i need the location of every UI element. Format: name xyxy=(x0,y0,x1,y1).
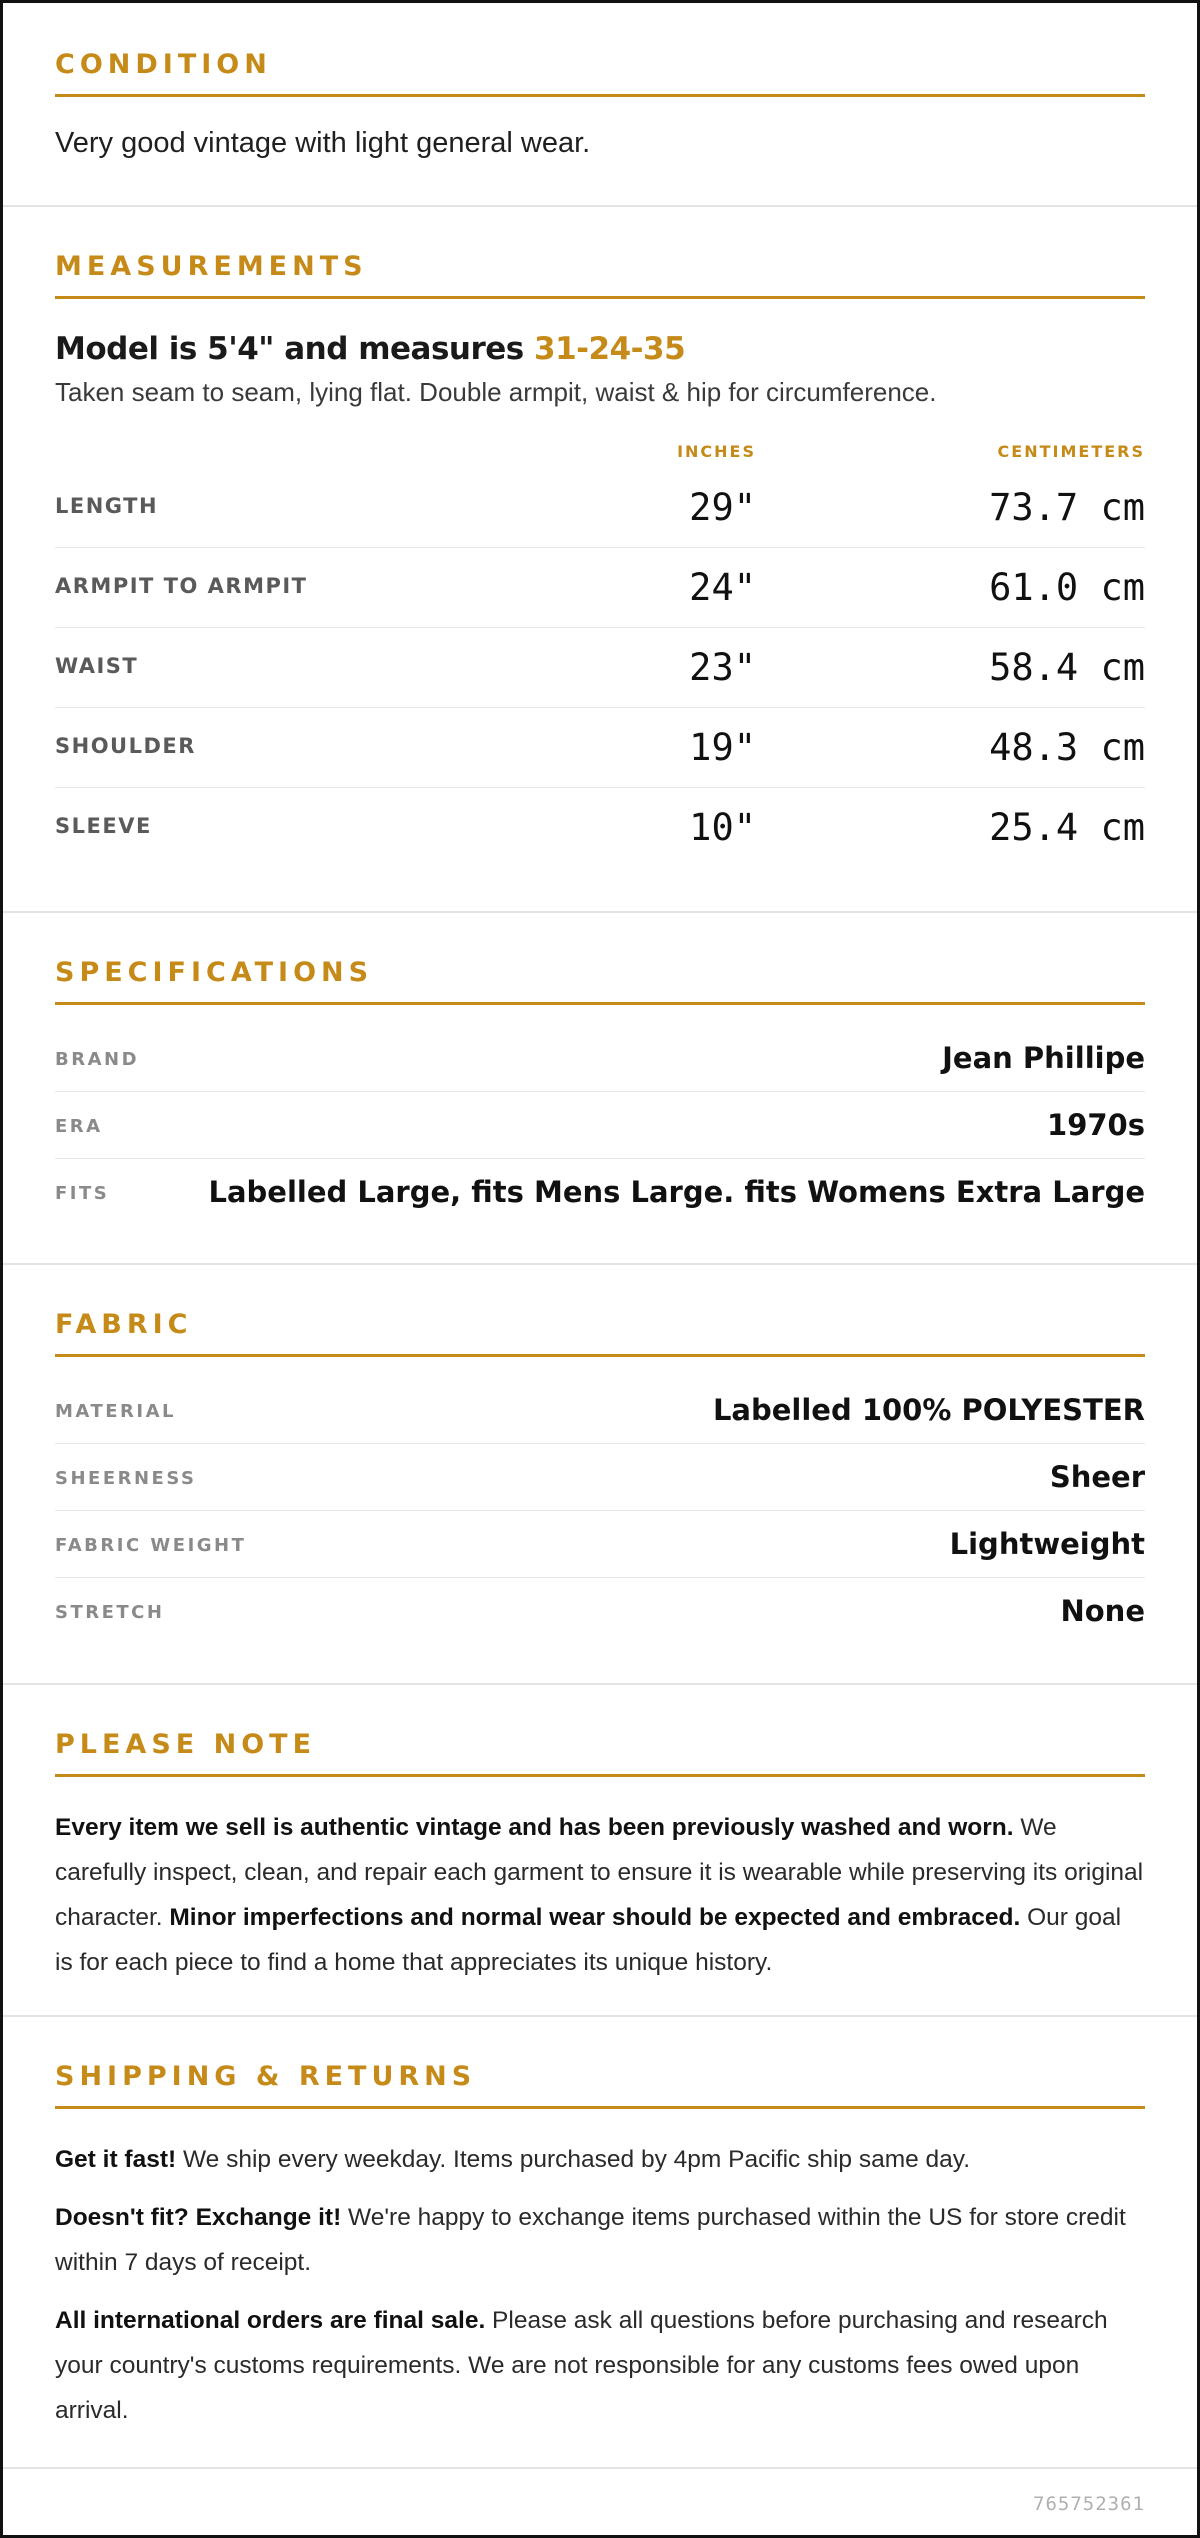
measurement-label: SHOULDER xyxy=(55,734,196,758)
measurement-row xyxy=(55,548,1145,628)
measurement-row xyxy=(55,788,1145,868)
please-note-text xyxy=(55,1805,1145,1985)
centimeters-column-header: CENTIMETERS xyxy=(997,442,1145,461)
measurements-table xyxy=(55,468,1145,868)
specifications-section xyxy=(3,913,1197,1265)
measurements-title: MEASUREMENTS xyxy=(55,250,1145,299)
measurement-inches: 24" xyxy=(689,566,756,609)
model-info xyxy=(55,331,1145,367)
measurement-label: LENGTH xyxy=(55,494,159,518)
spec-value: Labelled Large, fits Mens Large. fits Womens Extra Large xyxy=(208,1175,1145,1209)
spec-row xyxy=(55,1025,1145,1092)
measurement-cm: 48.3 cm xyxy=(989,726,1145,769)
fabric-value: Lightweight xyxy=(949,1527,1145,1561)
footer xyxy=(3,2469,1197,2529)
measurements-description: Taken seam to seam, lying flat. Double armpit, waist & hip for circumference. xyxy=(55,377,937,407)
fabric-value: None xyxy=(1060,1594,1145,1628)
measurement-cm: 73.7 cm xyxy=(989,486,1145,529)
measurement-label: SLEEVE xyxy=(55,814,152,838)
spec-key: ERA xyxy=(55,1116,103,1137)
shipping-exchange-bold: Doesn't fit? Exchange it! xyxy=(55,2204,342,2231)
measurement-inches: 23" xyxy=(689,646,756,689)
condition-title: CONDITION xyxy=(55,48,1145,97)
fabric-key: SHEERNESS xyxy=(55,1468,197,1489)
fabric-title: FABRIC xyxy=(55,1308,1145,1357)
measurement-row xyxy=(55,708,1145,788)
condition-section xyxy=(3,3,1197,207)
spec-key: BRAND xyxy=(55,1049,140,1070)
spec-key: FITS xyxy=(55,1183,110,1204)
shipping-international-text: Please ask all questions before purchasing and research your country's customs requirements. We are not responsible for any customs fees owed upon arrival. xyxy=(55,2307,1108,2424)
note-text-1: We carefully inspect, clean, and repair each garment to ensure it is wearable while preserving its original character. xyxy=(55,1814,1144,1931)
shipping-fast-bold: Get it fast! xyxy=(55,2146,177,2173)
item-id: 765752361 xyxy=(1033,2493,1145,2515)
note-bold-1: Every item we sell is authentic vintage and has been previously washed and worn. xyxy=(55,1814,1014,1841)
fabric-key: FABRIC WEIGHT xyxy=(55,1535,247,1556)
fabric-row xyxy=(55,1377,1145,1444)
measurement-cm: 25.4 cm xyxy=(989,806,1145,849)
fabric-value: Sheer xyxy=(1049,1460,1145,1494)
shipping-returns-title: SHIPPING & RETURNS xyxy=(55,2060,1145,2109)
fabric-section xyxy=(3,1265,1197,1685)
note-bold-2: Minor imperfections and normal wear should be expected and embraced. xyxy=(169,1904,1021,1931)
measurement-inches: 19" xyxy=(689,726,756,769)
measurement-inches: 10" xyxy=(689,806,756,849)
measurement-label: WAIST xyxy=(55,654,139,678)
measurements-header xyxy=(55,428,1145,468)
fabric-row xyxy=(55,1444,1145,1511)
fabric-row xyxy=(55,1578,1145,1645)
measurement-cm: 58.4 cm xyxy=(989,646,1145,689)
fabric-key: STRETCH xyxy=(55,1602,165,1623)
specifications-title: SPECIFICATIONS xyxy=(55,956,1145,1005)
spec-value: 1970s xyxy=(1047,1108,1145,1142)
measurement-cm: 61.0 cm xyxy=(989,566,1145,609)
note-text-2: Our goal is for each piece to find a home that appreciates its unique history. xyxy=(55,1904,1122,1976)
model-measures: 31-24-35 xyxy=(534,331,686,367)
shipping-international-bold: All international orders are final sale. xyxy=(55,2307,486,2334)
measurement-inches: 29" xyxy=(689,486,756,529)
please-note-section xyxy=(3,1685,1197,2017)
shipping-paragraph-exchange xyxy=(55,2195,1145,2285)
shipping-returns-section xyxy=(3,2017,1197,2469)
spec-row xyxy=(55,1159,1145,1226)
shipping-fast-text: We ship every weekday. Items purchased by 4pm Pacific ship same day. xyxy=(176,2146,971,2173)
measurement-label: ARMPIT TO ARMPIT xyxy=(55,574,308,598)
fabric-value: Labelled 100% POLYESTER xyxy=(712,1393,1145,1427)
measurement-row xyxy=(55,628,1145,708)
spec-value: Jean Phillipe xyxy=(942,1041,1145,1075)
specifications-list xyxy=(55,1025,1145,1226)
fabric-list xyxy=(55,1377,1145,1645)
fabric-key: MATERIAL xyxy=(55,1401,176,1422)
please-note-title: PLEASE NOTE xyxy=(55,1728,1145,1777)
fabric-row xyxy=(55,1511,1145,1578)
measurement-row xyxy=(55,468,1145,548)
spec-row xyxy=(55,1092,1145,1159)
measurements-section xyxy=(3,207,1197,913)
shipping-exchange-text: We're happy to exchange items purchased within the US for store credit within 7 days of receipt. xyxy=(55,2204,1126,2276)
inches-column-header: INCHES xyxy=(677,442,756,461)
condition-text: Very good vintage with light general wear. xyxy=(55,127,591,159)
shipping-paragraph-international xyxy=(55,2298,1145,2433)
shipping-paragraph-fast xyxy=(55,2137,1145,2182)
model-prefix: Model is 5'4" and measures xyxy=(55,331,535,367)
